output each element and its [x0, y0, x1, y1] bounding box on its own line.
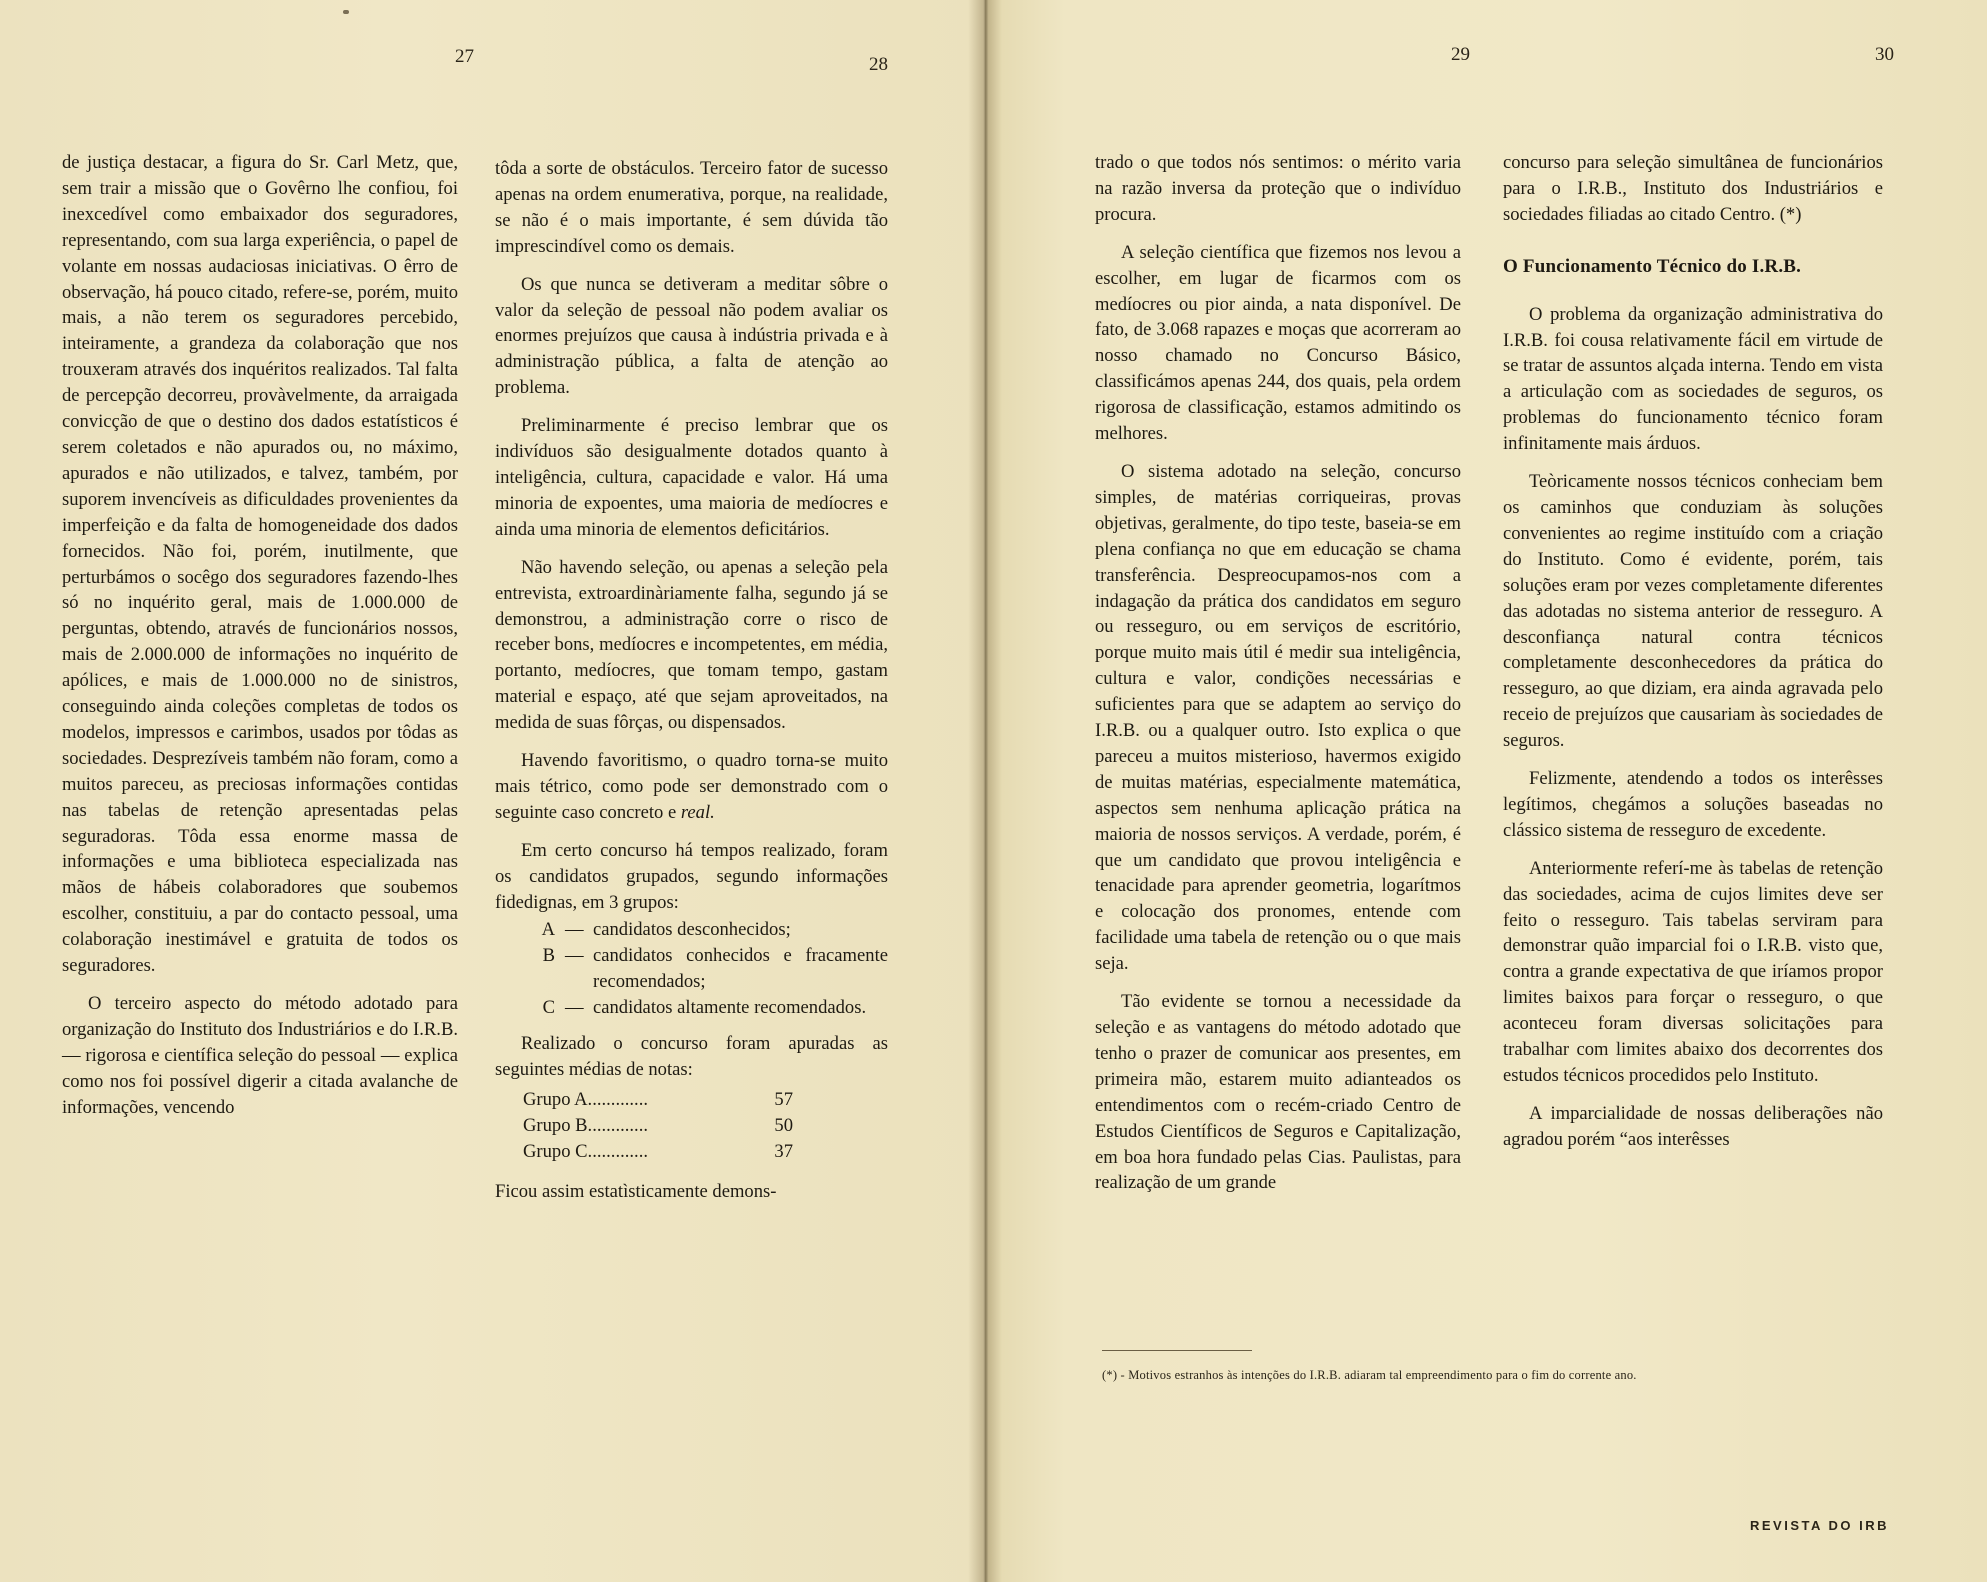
paragraph: Ficou assim estatìsticamente demons- [495, 1180, 777, 1202]
group-dash: — [565, 997, 584, 1019]
footnote-rule [1102, 1350, 1252, 1351]
group-description: candidatos altamente recomendados. [593, 997, 867, 1019]
paragraph: Os que nunca se detiveram a meditar sôbre o valor da seleção de pessoal não podem avaliar os enormes prejuízos que causa à indústria privada e à administração pública, a falta de atenção ao problema. [495, 273, 888, 399]
paragraph: Teòricamente nossos técnicos conheciam bem os caminhos que conduziam às soluções convenientes ao regime instituído com a criação do Instituto. Como é evidente, porém, tais soluções eram por vezes completamente diferentes das adotadas no sistema anterior de resseguro. A desconfiança natural contra técnicos completamente desconhecedores da prática do resseguro, ao que diziam, era ainda agravada pelo receio de prejuízos que causariam às sociedades de seguros. [1503, 471, 1883, 752]
section-heading: O Funcionamento Técnico do I.R.B. [1503, 255, 1802, 277]
grade-value: 37 [774, 1140, 793, 1162]
paragraph: Anteriormente referí-me às tabelas de retenção das sociedades, acima de cujos limites deve ser feito o resseguro. Tais tabelas serviram para demonstrar quão imparcial foi o I.R.B. visto que, contra a grande expectativa de que iríamos propor limites baixos para forçar o resseguro, o que aconteceu foram diversas solicitações para trabalhar com limites abaixo dos decorrentes dos estudos técnicos procedidos pelo Instituto. [1503, 857, 1883, 1086]
list-item [495, 995, 888, 1021]
grade-row [523, 1113, 793, 1139]
paragraph: A seleção científica que fizemos nos levou a escolher, em lugar de ficarmos com os medíocres ou pior ainda, a nata disponível. De fato, de 3.068 rapazes e moças que acorreram ao nosso chamado no Concurso Básico, classificámos apenas 244, dos quais, pela ordem rigorosa de classificação, estamos admitindo os melhores. [1095, 241, 1461, 445]
left-page [0, 0, 985, 1582]
group-description: candidatos desconhecidos; [593, 919, 791, 941]
paragraph: tôda a sorte de obstáculos. Terceiro fator de sucesso apenas na ordem enumerativa, porque, na realidade, se não é o mais importante, é sem dúvida tão imprescindível como os demais. [495, 158, 888, 257]
grade-row [523, 1087, 793, 1113]
paragraph: Tão evidente se tornou a necessidade da seleção e as vantagens do método adotado que tenho o prazer de comunicar aos presentes, em primeira mão, estarem muito adianteados os entendimentos com o recém-criado Centro de Estudos Científicos de Seguros e Capitalização, em boa hora fundado pelas Cias. Paulistas, para realização de um grande [1095, 991, 1461, 1194]
right-page [985, 0, 1987, 1582]
grade-row [523, 1139, 793, 1165]
group-letter: A [541, 919, 555, 941]
group-letter: B [542, 945, 555, 967]
column-page-28 [495, 156, 888, 1205]
magazine-name: REVISTA DO IRB [1750, 1518, 1890, 1533]
page-number-30: 30 [1875, 44, 1894, 65]
paragraph: Felizmente, atendendo a todos os interêsses legítimos, chegámos a soluções baseadas no clássico sistema de resseguro de excedente. [1503, 768, 1883, 841]
page-number-28: 28 [869, 54, 888, 75]
paragraph: O sistema adotado na seleção, concurso simples, de matérias corriqueiras, provas objetivas, geralmente, do tipo teste, baseia-se em plena confiança no que em educação se chama transferência. Despreocupamos-nos com a indagação da prática dos candidatos em seguro ou resseguro, ou em serviços de escritório, porque muito mais útil é medir sua inteligência, cultura e valor, condições necessárias e suficientes para que se adaptem ao serviço do I.R.B. ou a qualquer outro. Isto explica o que pareceu a muitos misterioso, havermos exigido de muitas matérias, especialmente matemática, aspectos sem nenhuma aplicação prática na maioria de nossos serviços. A verdade, porém, é que um candidato que provou inteligência e tenacidade para aprender geometria, logarítmos e colocação dos pronomes, entende com facilidade uma tabela de retenção ou o que mais seja. [1095, 460, 1461, 975]
paragraph [495, 748, 888, 826]
paragraph: Preliminarmente é preciso lembrar que os indivíduos são desigualmente dotados quanto à inteligência, cultura, capacidade e valor. Há uma minoria de expoentes, uma maioria de medíocres e ainda uma minoria de elementos deficitários. [495, 415, 888, 540]
list-item [495, 917, 888, 943]
paragraph: concurso para seleção simultânea de funcionários para o I.R.B., Instituto dos Industriários e sociedades filiadas ao citado Centro. (*) [1503, 152, 1883, 225]
grade-label: Grupo A............. [523, 1088, 648, 1110]
paragraph: de justiça destacar, a figura do Sr. Carl Metz, que, sem trair a missão que o Govêrno lhe confiou, foi inexcedível como embaixador dos seguradores, representando, com sua larga experiência, o papel de volante em nossas audaciosas iniciativas. O êrro de observação, há pouco citado, refere-se, porém, muito mais, a não terem os seguradores percebido, inteiramente, a grandeza da colaboração que nos trouxeram através dos inquéritos realizados. Tal falta de percepção decorreu, provàvelmente, da arraigada convicção de que o destino dos dados estatísticos é serem coletados e não apurados ou, no máximo, apurados e não utilizados, e talvez, também, por suporem invencíveis as dificuldades provenientes da imperfeição e da falta de homogeneidade dos dados fornecidos. Não foi, porém, inutilmente, que perturbámos o socêgo dos seguradores fazendo-lhes só no inquérito geral, mais de 1.000.000 de perguntas, obtendo, através de funcionários nossos, mais de 2.000.000 de informações no inquérito de apólices, e mais de 1.000.000 no de sinistros, conseguindo ainda coleções completas de todos os modelos, impressos e carimbos, usados por tôdas as sociedades. Desprezíveis também não foram, como a muitos pareceu, as preciosas informações contidas nas tabelas de retenção apresentadas pelas seguradoras. Tôda essa enorme massa de informações e uma biblioteca especializada nas mãos de hábeis colaboradores que soubemos escolher, constituiu, a par do contacto pessoal, uma colaboração inestimável e gratuita de todos os seguradores. [62, 152, 458, 977]
column-page-30 [1503, 150, 1883, 1153]
grade-label: Grupo B............. [523, 1114, 648, 1136]
group-dash: — [565, 945, 584, 967]
book-gutter [968, 0, 1002, 1582]
grade-label: Grupo C............. [523, 1140, 648, 1162]
column-page-27 [62, 150, 458, 1121]
column-page-29 [1095, 150, 1461, 1196]
group-dash: — [565, 919, 584, 941]
list-item [495, 943, 888, 995]
grade-value: 57 [774, 1088, 793, 1110]
paragraph: Realizado o concurso foram apuradas as seguintes médias de notas: [495, 1033, 888, 1080]
paragraph: O problema da organização administrativa do I.R.B. foi cousa relativamente fácil em virtude de se tratar de assuntos alçada interna. Tendo em vista a articulação com as sociedades de seguros, os problemas do funcionamento técnico foram infinitamente mais árduos. [1503, 303, 1883, 455]
grade-value: 50 [774, 1114, 793, 1136]
grade-table [523, 1087, 888, 1165]
paragraph: Em certo concurso há tempos realizado, foram os candidatos grupados, segundo informações fidedignas, em 3 grupos: [495, 839, 888, 913]
page-number-27: 27 [455, 46, 474, 67]
paragraph: O terceiro aspecto do método adotado para organização do Instituto dos Industriários e do I.R.B. — rigorosa e científica seleção do pessoal — explica como nos foi possível digerir a citada avalanche de informações, vencendo [62, 993, 458, 1118]
paragraph: Não havendo seleção, ou apenas a seleção pela entrevista, extroardinàriamente falha, segundo já se demonstrou, a administração corre o risco de receber bons, medíocres e incompetentes, em média, portanto, medíocres, que tomam tempo, gastam material e espaço, até que sejam aproveitados, na medida de suas fôrças, ou dispensados. [495, 556, 888, 734]
group-list [495, 917, 888, 1021]
page-number-29: 29 [1451, 44, 1470, 65]
paragraph: trado o que todos nós sentimos: o mérito varia na razão inversa da proteção que o indivíduo procura. [1095, 152, 1461, 225]
group-description: candidatos conhecidos e fracamente recomendados; [593, 945, 888, 993]
paragraph: A imparcialidade de nossas deliberações não agradou porém “aos interêsses [1503, 1102, 1883, 1150]
print-speck [343, 10, 349, 14]
group-letter: C [542, 997, 555, 1019]
footnote: (*) - Motivos estranhos às intenções do I.R.B. adiaram tal empreendimento para o fim do corrente ano. [1102, 1368, 1637, 1382]
paragraph-text: Havendo favoritismo, o quadro torna-se muito mais tétrico, como pode ser demonstrado com o seguinte caso concreto e [495, 750, 888, 823]
italic-word: real. [680, 801, 715, 823]
